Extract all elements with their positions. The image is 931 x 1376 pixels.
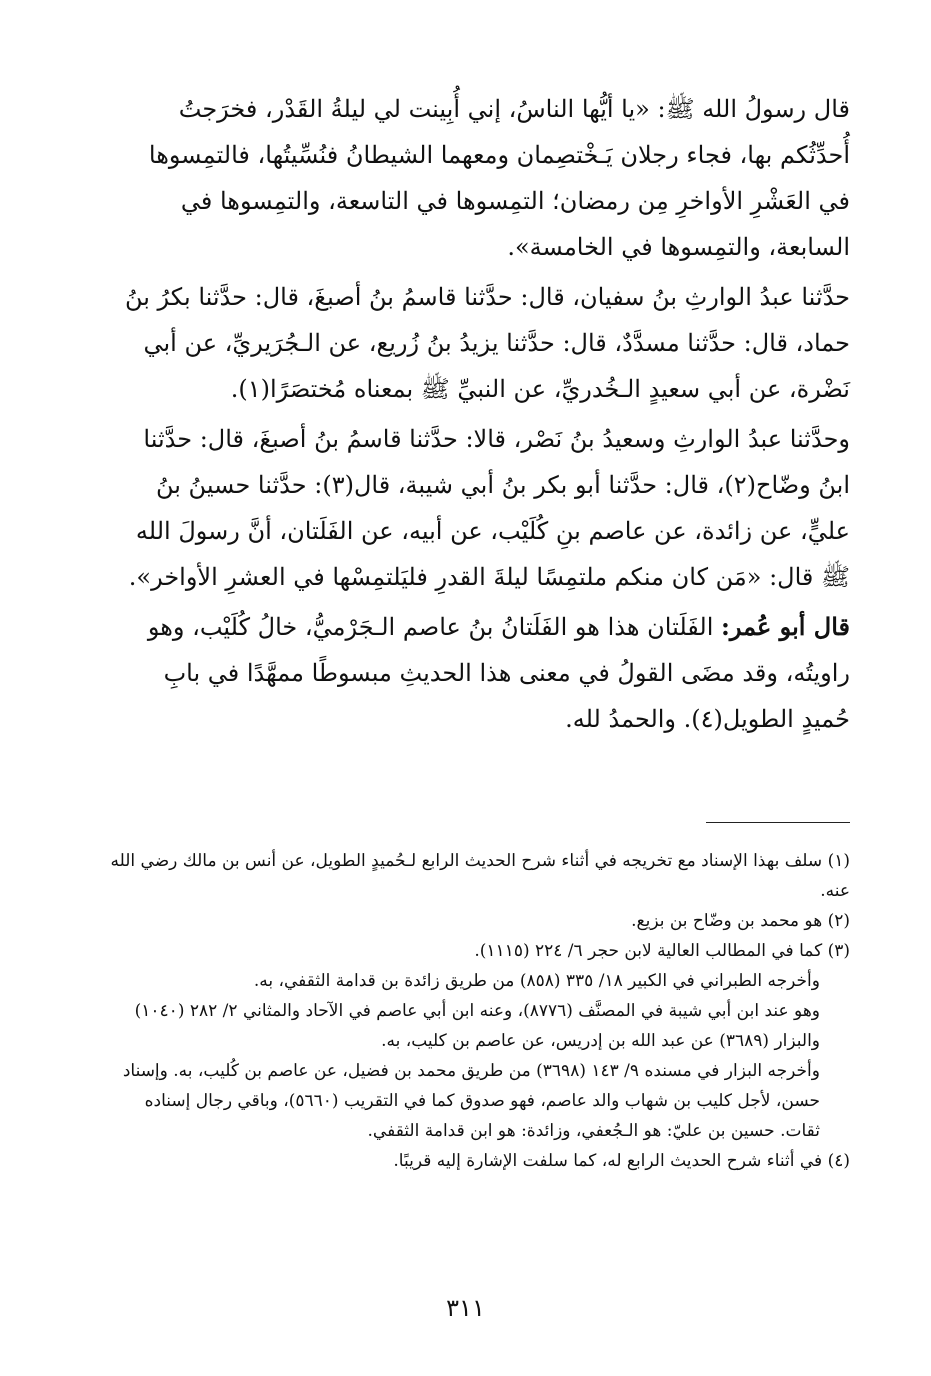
page-number: ٣١١: [446, 1294, 485, 1322]
footnote-1: (١) سلف بهذا الإسناد مع تخريجه في أثناء شرح الحديث الرابع لـحُميدٍ الطويل، عن أنس بن مالك رضي الله عنه.: [110, 851, 850, 901]
footnote-3-bazzar: وأخرجه البزار في مسنده ٩/ ١٤٣ (٣٦٩٨) من طريق محمد بن فضيل، عن عاصم بن كُليب، به. وإسناد حسن، لأجل كليب بن شهاب والد عاصم، فهو صدوق كما في التقريب (٥٦٦٠)، وباقي رجال إسناده ثقات. حسين بن عليّ: هو الـجُعفي، وزائدة: هو ابن قدامة الثقفي.: [122, 1061, 820, 1141]
paragraph-isnad-1: حدَّثنا عبدُ الوارثِ بنُ سفيان، قال: حدَّثنا قاسمُ بنُ أصبغَ، قال: حدَّثنا بكرُ بنُ حماد، قال: حدَّثنا مسدَّدٌ، قال: حدَّثنا يزيدُ بنُ زُريع، عن الـجُرَيريِّ، عن أبي نَضْرة، عن أبي سعيدٍ الـخُدريِّ، عن النبيِّ ﷺ بمعناه مُختصَرًا(١).: [124, 283, 850, 403]
footnote-3-ibn-abi-shayba: وهو عند ابن أبي شيبة في المصنَّف (٨٧٧٦)، وعنه ابن أبي عاصم في الآحاد والمثاني ٢/ ٢٨٢ (١٠٤٠) والبزار (٣٦٨٩) عن عبد الله بن إدريس، عن عاصم بن كليب، به.: [134, 1001, 820, 1051]
footnotes: [110, 846, 850, 1176]
footnote-divider: [706, 822, 850, 823]
main-text: [110, 86, 850, 742]
abu-umar-text: الفَلَتان هذا هو الفَلَتانُ بنُ عاصم الـجَرْميُّ، خالُ كُلَيْب، وهو راويتُه، وقد مضَى القولُ في معنى هذا الحديثِ مبسوطًا ممهَّدًا في بابِ حُميدٍ الطويل(٤). والحمدُ لله.: [147, 613, 850, 733]
footnote-3-tabarani: وأخرجه الطبراني في الكبير ١٨/ ٣٣٥ (٨٥٨) من طريق زائدة بن قدامة الثقفي، به.: [253, 971, 820, 991]
footnote-2: (٢) هو محمد بن وضّاح بن بزيع.: [631, 911, 850, 931]
paragraph-abu-umar: [110, 604, 850, 742]
footnote-3: (٣) كما في المطالب العالية لابن حجر ٦/ ٢٢٤ (١١١٥).: [474, 941, 850, 961]
abu-umar-label: قال أبو عُمر:: [721, 612, 850, 641]
paragraph-hadith: قال رسولُ الله ﷺ: «يا أيُّها الناسُ، إني أُبِينت لي ليلةُ القَدْر، فخرَجتُ أُحدِّثُكم بها، فجاء رجلان يَـخْتصِمان ومعهما الشيطانُ فنُسِّيتُها، فالتمِسوها في العَشْرِ الأواخرِ مِن رمضان؛ التمِسوها في التاسعة، والتمِسوها في السابعة، والتمِسوها في الخامسة».: [148, 95, 850, 261]
footnote-4: (٤) في أثناء شرح الحديث الرابع له، كما سلفت الإشارة إليه قريبًا.: [393, 1151, 850, 1171]
paragraph-isnad-2: وحدَّثنا عبدُ الوارثِ وسعيدُ بنُ نَصْر، قالا: حدَّثنا قاسمُ بنُ أصبغَ، قال: حدَّثنا ابنُ وضّاح(٢)، قال: حدَّثنا أبو بكر بنُ أبي شيبة، قال(٣): حدَّثنا حسينُ بنُ عليٍّ، عن زائدة، عن عاصم بنِ كُلَيْب، عن أبيه، عن الفَلَتان، أنَّ رسولَ الله ﷺ قال: «مَن كان منكم ملتمِسًا ليلةَ القدرِ فليَلتمِسْها في العشرِ الأواخر».: [128, 425, 850, 591]
